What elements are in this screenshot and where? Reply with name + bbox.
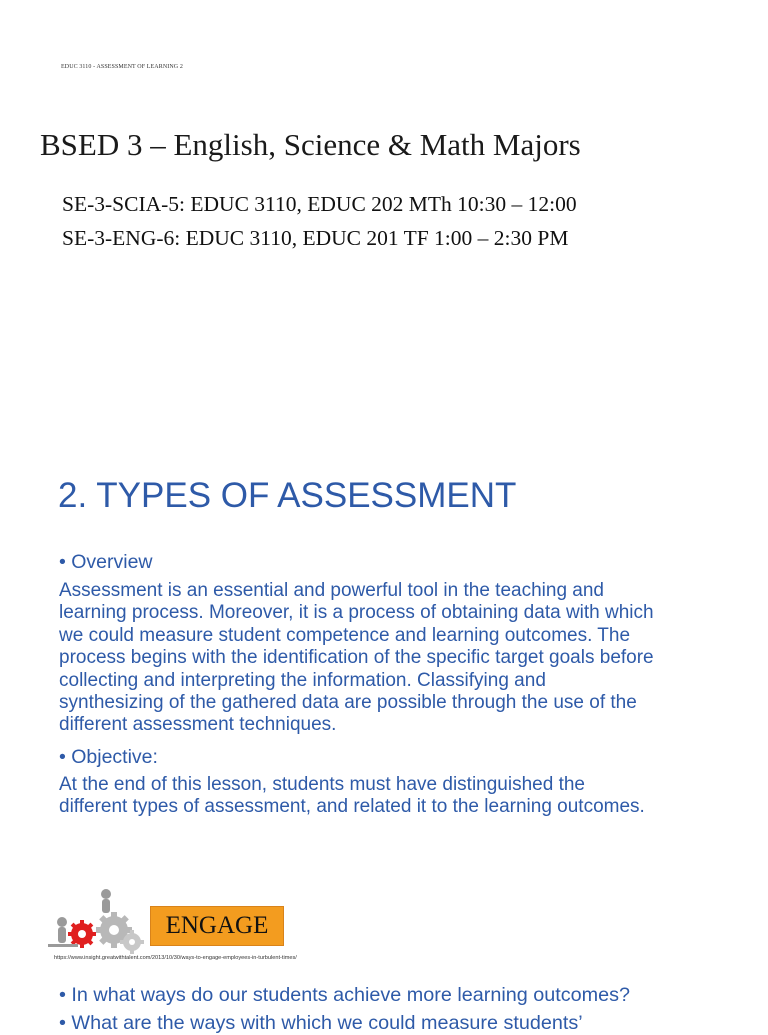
overview-line: process begins with the identification of the specific target goals before	[59, 647, 654, 669]
question-item: • What are the ways with which we could measure students’	[59, 1012, 583, 1034]
red-gear-icon	[68, 920, 96, 948]
engage-illustration	[42, 882, 152, 958]
overview-line: collecting and interpreting the information. Classifying and	[59, 669, 546, 691]
schedule-line: SE-3-ENG-6: EDUC 3110, EDUC 201 TF 1:00 – 2:30 PM	[62, 226, 569, 250]
header-note: EDUC 3110 - ASSESSMENT OF LEARNING 2	[61, 64, 183, 70]
source-url: https://www.insight.greatwithtalent.com/2013/10/30/ways-to-engage-employees-in-turbulent-times/	[54, 955, 297, 961]
section-title: 2. TYPES OF ASSESSMENT	[58, 476, 517, 515]
engage-banner	[42, 880, 322, 960]
overview-line: Assessment is an essential and powerful tool in the teaching and	[59, 580, 604, 601]
schedule-line: SE-3-SCIA-5: EDUC 3110, EDUC 202 MTh 10:30 – 12:00	[62, 192, 577, 216]
objective-line: different types of assessment, and related it to the learning outcomes.	[59, 796, 645, 818]
course-title: BSED 3 – English, Science & Math Majors	[40, 127, 581, 162]
overview-line: we could measure student competence and learning outcomes. The	[59, 624, 631, 646]
engage-label-box	[150, 906, 284, 946]
objective-paragraph	[59, 774, 739, 819]
objective-line: At the end of this lesson, students must have distinguished the	[59, 774, 585, 795]
overview-paragraph	[59, 580, 739, 737]
engage-label: ENGAGE	[165, 912, 269, 939]
overview-line: synthesizing of the gathered data are possible through the use of the	[59, 692, 637, 714]
overview-line: different assessment techniques.	[59, 714, 337, 736]
question-item: • In what ways do our students achieve more learning outcomes?	[59, 984, 631, 1006]
overview-line: learning process. Moreover, it is a process of obtaining data with which	[59, 602, 654, 624]
objective-label: • Objective:	[59, 746, 158, 768]
overview-label: • Overview	[59, 551, 153, 573]
